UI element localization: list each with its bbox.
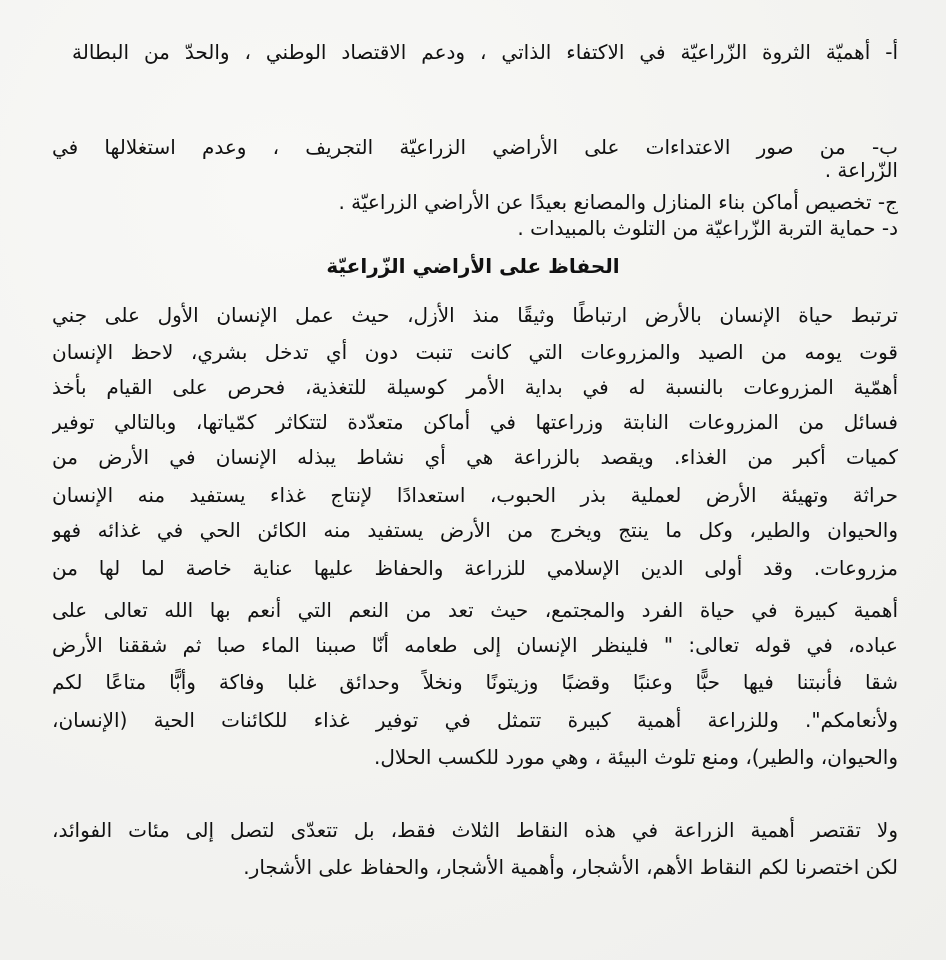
list-item-d: د- حماية التربة الزّراعيّة من التلوث بالمبيدات . [517,216,898,240]
paragraph-line: حراثة وتهيئة الأرض لعملية بذر الحبوب، استعدادًا لإنتاج غذاء يستفيد منه الإنسان [52,483,898,507]
paragraph-line: قوت يومه من الصيد والمزروعات التي كانت تنبت دون أي تدخل بشري، لاحظ الإنسان [52,340,898,364]
paragraph-line: والحيوان والطير، وكل ما ينتج ويخرج من الأرض يستفيد منه الكائن الحي في غذائه فهو [52,518,898,542]
list-item-a: أ- أهميّة الثروة الزّراعيّة في الاكتفاء الذاتي ، ودعم الاقتصاد الوطني ، والحدّ من البطالة [72,40,898,64]
paragraph-line: أهمية كبيرة في حياة الفرد والمجتمع، حيث تعد من النعم التي أنعم بها الله تعالى على [52,598,898,622]
list-item-b: ب- من صور الاعتداءات على الأراضي الزراعيّة التجريف ، وعدم استغلالها في [52,135,898,159]
section-heading: الحفاظ على الأراضي الزّراعيّة [326,254,620,278]
paragraph-line: ولأنعامكم". وللزراعة أهمية كبيرة تتمثل في توفير غذاء للكائنات الحية (الإنسان، [52,708,898,732]
paragraph-line: كميات أكبر من الغذاء. ويقصد بالزراعة هي أي نشاط يبذله الإنسان في الأرض من [52,445,898,469]
paragraph-line: ولا تقتصر أهمية الزراعة في هذه النقاط الثلاث فقط، بل تتعدّى لتصل إلى مئات الفوائد، [52,818,898,842]
paragraph-line: ترتبط حياة الإنسان بالأرض ارتباطًا وثيقًا منذ الأزل، حيث عمل الإنسان الأول على جني [52,303,898,327]
paragraph-line: أهمّية المزروعات بالنسبة له في بداية الأمر كوسيلة للتغذية، فحرص على القيام بأخذ [52,375,898,399]
paragraph-line: فسائل من المزروعات النابتة وزراعتها في أماكن متعدّدة لتتكاثر كمّياتها، وبالتالي توفير [52,410,898,434]
paragraph-line: مزروعات. وقد أولى الدين الإسلامي للزراعة والحفاظ عليها عناية خاصة لما لها من [52,556,898,580]
paragraph-line: لكن اختصرنا لكم النقاط الأهم، الأشجار، وأهمية الأشجار، والحفاظ على الأشجار. [243,855,898,879]
list-item-c: ج- تخصيص أماكن بناء المنازل والمصانع بعيدًا عن الأراضي الزراعيّة . [338,190,898,214]
paragraph-line: عباده، في قوله تعالى: " فلينظر الإنسان إلى طعامه أنّا صببنا الماء صبا ثم شققنا الأرض [52,633,898,657]
paragraph-line: شقا فأنبتنا فيها حبًّا وعنبًا وقضبًا وزيتونًا ونخلاً وحدائق غلبا وفاكة وأبًّا متاعًا لكم [52,670,898,694]
list-item-b-continued: الزّراعة . [824,158,898,182]
paragraph-line: والحيوان، والطير)، ومنع تلوث البيئة ، وهي مورد للكسب الحلال. [374,745,898,769]
